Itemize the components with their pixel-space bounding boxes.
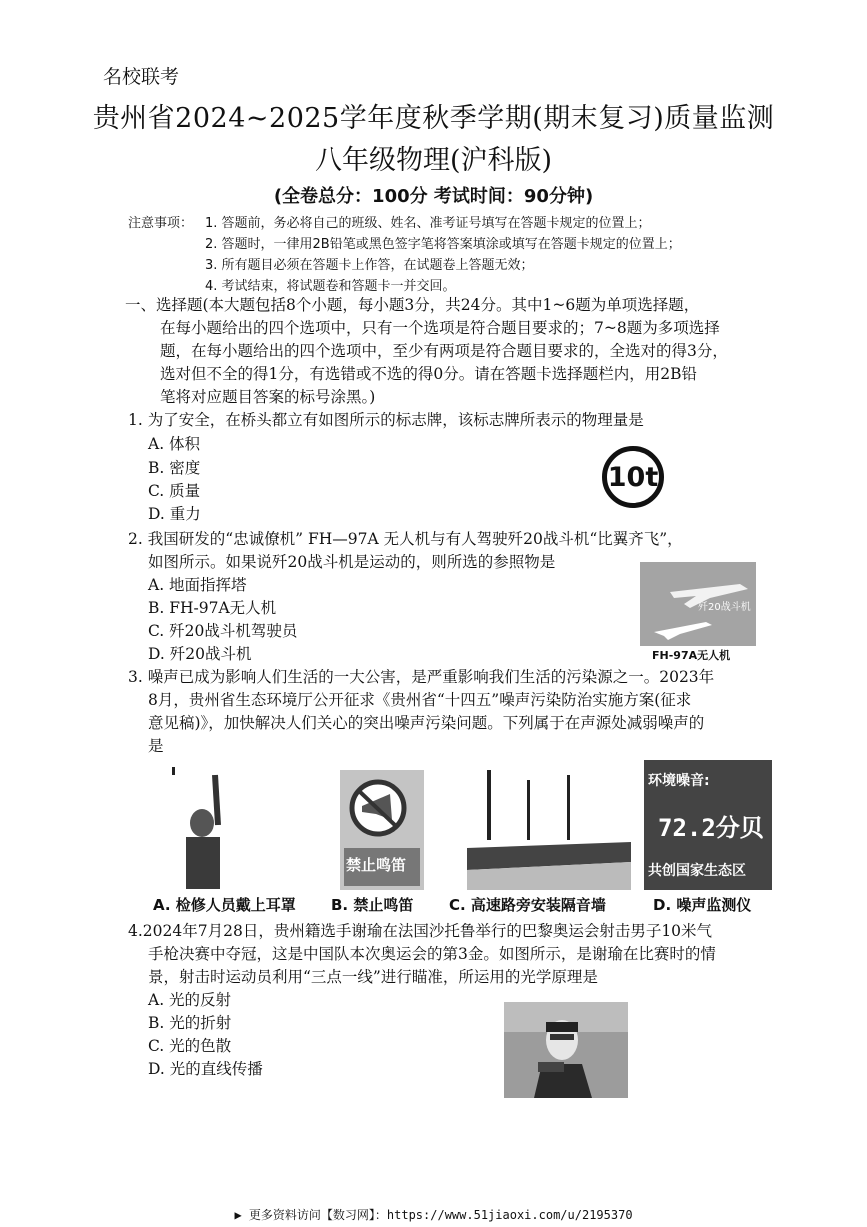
worker-earmuff-photo: [160, 765, 252, 890]
option-a: A. 地面指挥塔: [148, 576, 247, 594]
question-stem: 如图所示。如果说歼20战斗机是运动的，则所选的参照物是: [148, 553, 556, 571]
section-instruction: 笔将对应题目答案的标号涂黑。): [160, 388, 376, 406]
option-b: B. 光的折射: [148, 1014, 232, 1032]
question-stem: 8月，贵州省生态环境厅公开征求《贵州省“十四五”噪声污染防治实施方案(征求: [148, 691, 692, 709]
option-a: A. 光的反射: [148, 991, 232, 1009]
note-item: 1. 答题前，务必将自己的班级、姓名、准考证号填写在答题卡规定的位置上；: [205, 216, 651, 231]
sign-text: 10t: [607, 461, 659, 493]
notes-label: 注意事项：: [128, 216, 194, 231]
monitor-bottom-text: 共创国家生态区: [648, 863, 746, 879]
option-b: B. 密度: [148, 459, 201, 477]
option-b: B. FH-97A无人机: [148, 599, 277, 617]
caption-d: D. 噪声监测仪: [653, 896, 752, 914]
question-stem: 手枪决赛中夺冠，这是中国队本次奥运会的第3金。如图所示，是谢瑜在比赛时的情: [148, 945, 716, 963]
question-stem: 4.2024年7月28日，贵州籍选手谢瑜在法国沙托鲁举行的巴黎奥运会射击男子10米气: [128, 922, 713, 940]
option-a: A. 体积: [148, 435, 201, 453]
option-d: D. 重力: [148, 505, 201, 523]
shooter-photo: [504, 1002, 628, 1098]
page-title: 贵州省2024~2025学年度秋季学期(期末复习)质量监测: [92, 103, 775, 134]
section-instruction: 在每小题给出的四个选项中，只有一个选项是符合题目要求的；7~8题为多项选择: [160, 319, 720, 337]
footer-link[interactable]: ▶ 更多资料访问【数习网】：https://www.51jiaoxi.com/u/2195370: [234, 1208, 633, 1222]
caption-a: A. 检修人员戴上耳罩: [153, 896, 296, 914]
option-c: C. 光的色散: [148, 1037, 232, 1055]
section-instruction: 一、选择题(本大题包括8个小题，每小题3分，共24分。其中1~6题为单项选择题，: [125, 296, 700, 314]
noise-monitor-photo: [644, 760, 772, 890]
monitor-top-text: 环境噪音:: [648, 773, 710, 789]
section-instruction: 题，在每小题给出的四个选项中，至少有两项是符合题目要求的，全选对的得3分，: [160, 342, 728, 360]
note-item: 4. 考试结束，将试题卷和答题卡一并交回。: [205, 279, 456, 294]
question-stem: 意见稿)》，加快解决人们关心的突出噪声污染问题。下列属于在声源处减弱噪声的: [148, 714, 705, 732]
option-d: D. 歼20战斗机: [148, 645, 252, 663]
page-subtitle: 八年级物理(沪科版): [314, 145, 553, 176]
score-line: (全卷总分：100分 考试时间：90分钟): [273, 186, 594, 207]
jet-label: 歼20战斗机: [698, 602, 751, 613]
caption-b: B. 禁止鸣笛: [331, 896, 414, 914]
monitor-value: 72.2分贝: [658, 814, 764, 842]
option-c: C. 质量: [148, 482, 201, 500]
option-d: D. 光的直线传播: [148, 1060, 263, 1078]
image-caption: FH-97A无人机: [652, 649, 731, 662]
note-item: 3. 所有题目必须在答题卡上作答，在试题卷上答题无效；: [205, 258, 534, 273]
question-stem: 是: [148, 737, 164, 755]
sign-b-text: 禁止鸣笛: [346, 856, 407, 874]
caption-c: C. 高速路旁安装隔音墙: [449, 896, 606, 914]
question-stem: 1. 为了安全，在桥头都立有如图所示的标志牌，该标志牌所表示的物理量是: [128, 411, 644, 429]
section-instruction: 选对但不全的得1分，有选错或不选的得0分。请在答题卡选择题栏内，用2B铅: [160, 365, 697, 383]
no-horn-sign-photo: [340, 770, 424, 890]
header-tag: 名校联考: [103, 66, 180, 88]
weight-limit-sign: [602, 446, 664, 508]
note-item: 2. 答题时，一律用2B铅笔或黑色签字笔将答案填涂或填写在答题卡规定的位置上；: [205, 237, 681, 252]
question-stem: 3. 噪声已成为影响人们生活的一大公害，是严重影响我们生活的污染源之一。2023年: [128, 668, 715, 686]
option-c: C. 歼20战斗机驾驶员: [148, 622, 298, 640]
aircraft-photo: [640, 562, 756, 646]
question-stem: 2. 我国研发的“忠诚僚机” FH—97A 无人机与有人驾驶歼20战斗机“比翼齐飞”，: [128, 530, 683, 548]
sound-barrier-photo: [467, 770, 631, 890]
question-stem: 景，射击时运动员利用“三点一线”进行瞄准，所运用的光学原理是: [148, 968, 598, 986]
